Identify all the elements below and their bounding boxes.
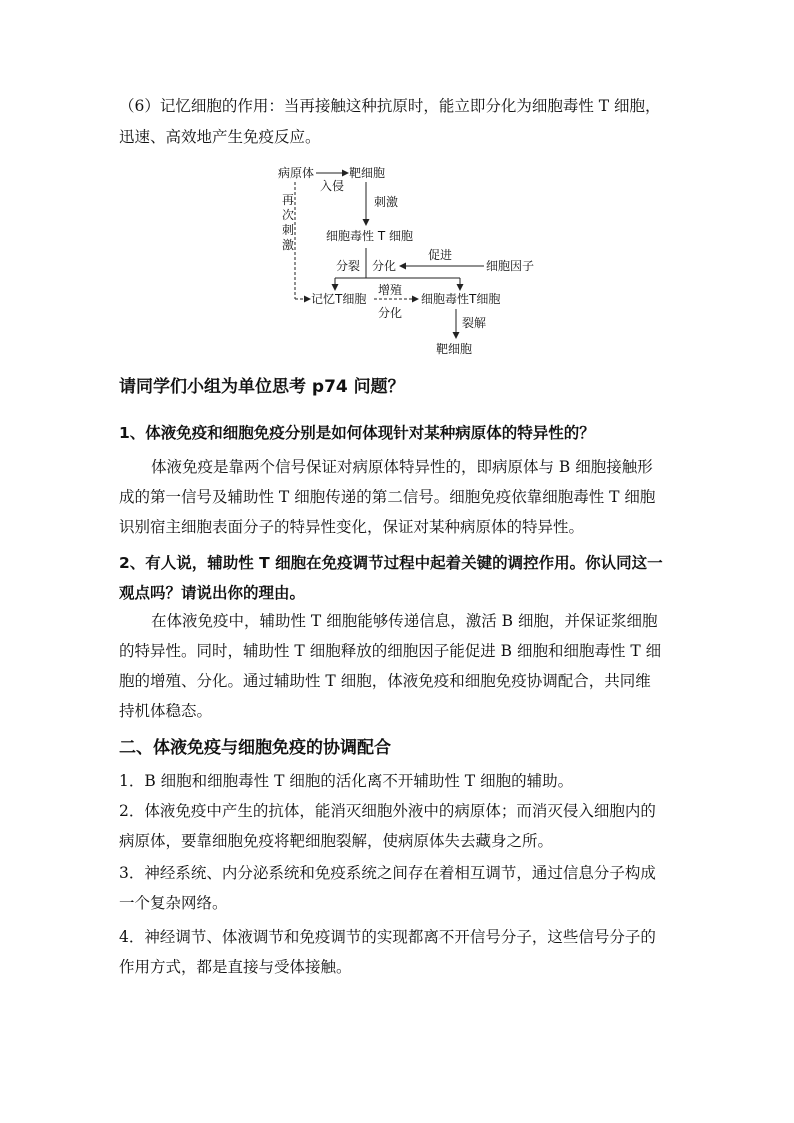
- q2-question-line-2: 观点吗？请说出你的理由。: [119, 584, 306, 602]
- section2-item-3-line-1: 3．神经系统、内分泌系统和免疫系统之间存在着相互调节，通过信息分子构成: [119, 864, 656, 882]
- q2-answer-line-2: 的特异性。同时，辅助性 T 细胞释放的细胞因子能促进 B 细胞和细胞毒性 T 细: [119, 642, 662, 660]
- rechallenge-char-4: 激: [282, 238, 295, 252]
- q2-answer-line-4: 持机体稳态。: [119, 702, 213, 720]
- stimulate-label: 刺激: [374, 195, 399, 209]
- differentiate2-label: 分化: [378, 306, 403, 320]
- differentiate-label: 分化: [372, 259, 397, 273]
- immune-response-diagram: [270, 160, 570, 365]
- cytokine-label: 细胞因子: [486, 259, 535, 273]
- section2-title: 二、体液免疫与细胞免疫的协调配合: [119, 738, 391, 758]
- target-cell-label: 靶细胞: [349, 166, 386, 180]
- q2-answer-line-3: 胞的增殖、分化。通过辅助性 T 细胞，体液免疫和细胞免疫协调配合，共同维: [119, 672, 651, 690]
- q1-answer-line-1: 体液免疫是靠两个信号保证对病原体特异性的，即病原体与 B 细胞接触形: [151, 458, 653, 476]
- invade-label: 入侵: [320, 179, 345, 193]
- section2-item-3-line-2: 一个复杂网络。: [119, 894, 228, 912]
- target-cell2-label: 靶细胞: [436, 342, 473, 356]
- q1-answer-line-2: 成的第一信号及辅助性 T 细胞传递的第二信号。细胞免疫依靠细胞毒性 T 细胞: [119, 488, 656, 506]
- memory-t-label: 记忆T细胞: [311, 292, 367, 306]
- discussion-prompt: 请同学们小组为单位思考 p74 问题？: [119, 377, 405, 397]
- q1-question: 1、体液免疫和细胞免疫分别是如何体现针对某种病原体的特异性的？: [119, 424, 595, 442]
- q2-answer-line-1: 在体液免疫中，辅助性 T 细胞能够传递信息，激活 B 细胞，并保证浆细胞: [151, 612, 658, 630]
- promote-label: 促进: [428, 248, 453, 262]
- intro-line-1: （6）记忆细胞的作用：当再接触这种抗原时，能立即分化为细胞毒性 T 细胞，: [119, 97, 661, 115]
- proliferate-label: 增殖: [378, 283, 403, 297]
- section2-item-4-line-1: 4．神经调节、体液调节和免疫调节的实现都离不开信号分子，这些信号分子的: [119, 928, 656, 946]
- intro-line-2: 迅速、高效地产生免疫反应。: [119, 128, 321, 146]
- lyse-label: 裂解: [462, 316, 487, 330]
- section2-item-2-line-1: 2．体液免疫中产生的抗体，能消灭细胞外液中的病原体；而消灭侵入细胞内的: [119, 802, 656, 820]
- rechallenge-char-1: 再: [282, 193, 295, 207]
- ctl2-label: 细胞毒性T细胞: [421, 292, 501, 306]
- q1-answer-line-3: 识别宿主细胞表面分子的特异性变化，保证对某种病原体的特异性。: [119, 518, 585, 536]
- ctl-label: 细胞毒性 T 细胞: [326, 229, 413, 243]
- q2-question-line-1: 2、有人说，辅助性 T 细胞在免疫调节过程中起着关键的调控作用。你认同这一: [119, 554, 663, 572]
- pathogen-label: 病原体: [278, 166, 315, 180]
- rechallenge-char-3: 刺: [282, 223, 295, 237]
- section2-item-4-line-2: 作用方式，都是直接与受体接触。: [119, 958, 352, 976]
- rechallenge-char-2: 次: [282, 208, 295, 222]
- section2-item-1: 1．B 细胞和细胞毒性 T 细胞的活化离不开辅助性 T 细胞的辅助。: [119, 772, 574, 790]
- divide-label: 分裂: [336, 259, 361, 273]
- section2-item-2-line-2: 病原体，要靠细胞免疫将靶细胞裂解，使病原体失去藏身之所。: [119, 832, 554, 850]
